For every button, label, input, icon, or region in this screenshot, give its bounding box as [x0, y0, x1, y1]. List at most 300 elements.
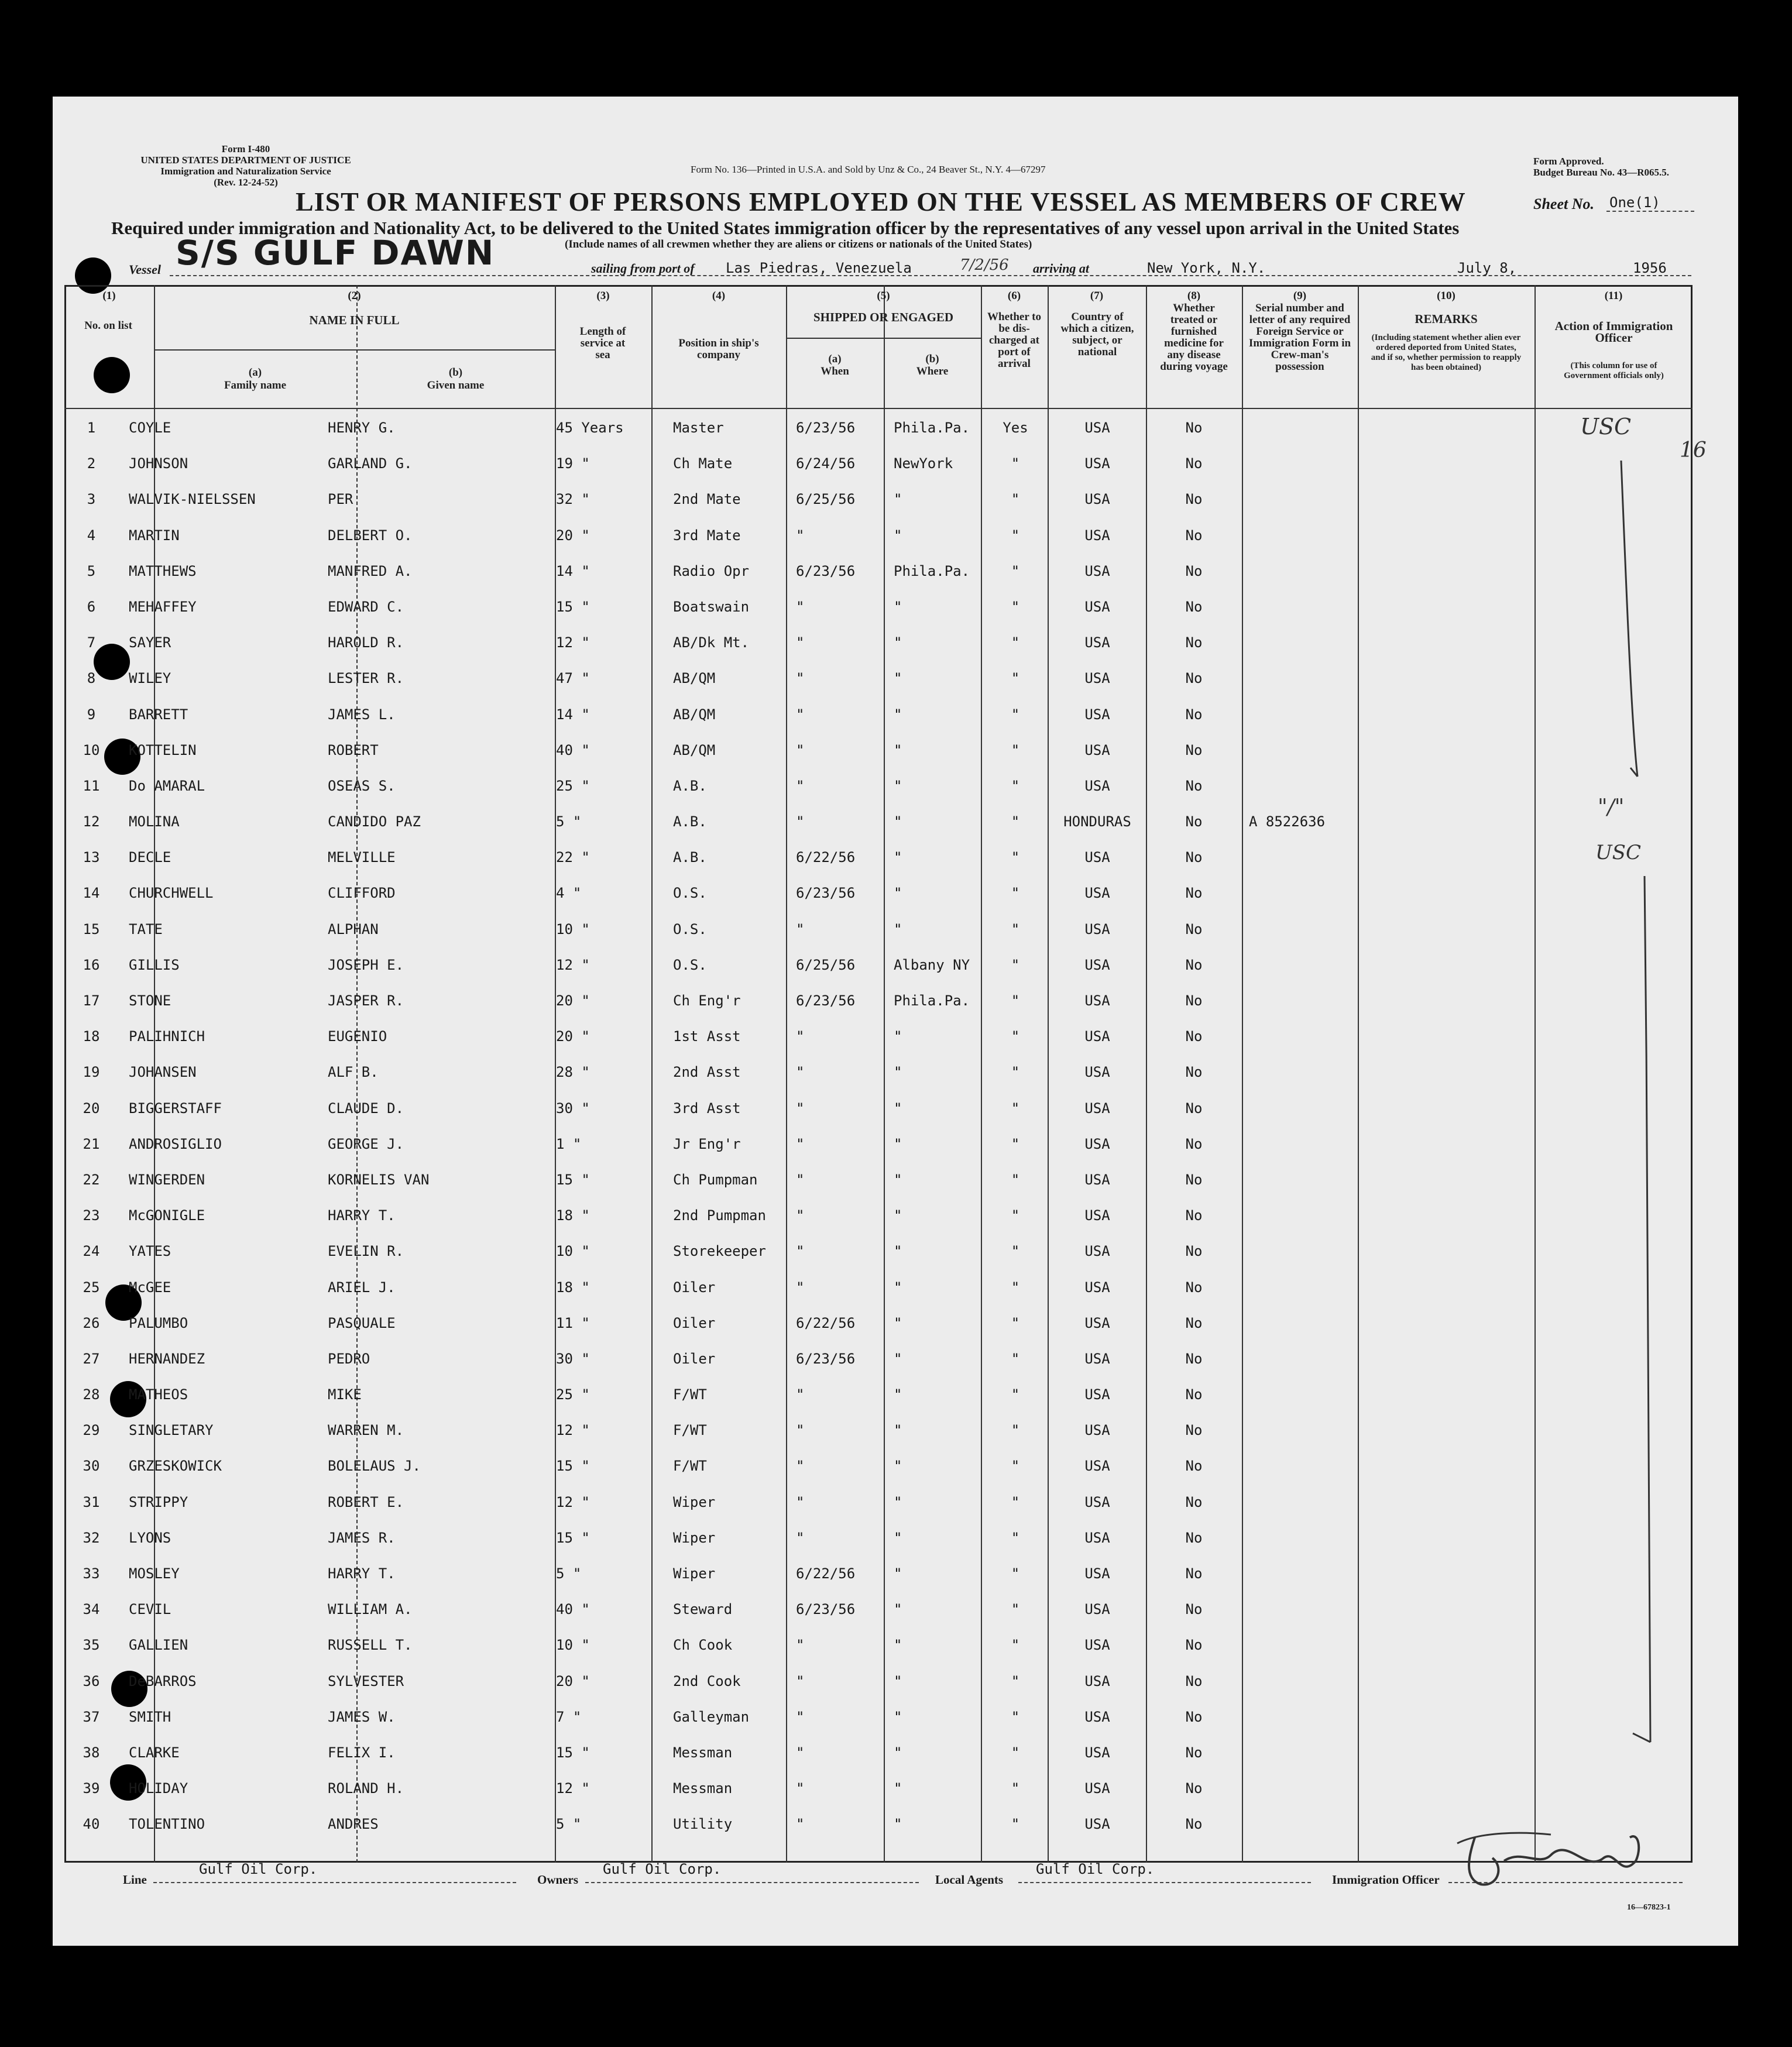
cell-medicine: No: [1185, 1780, 1203, 1797]
cell-given: ALPHAN: [328, 921, 379, 937]
cell-medicine: No: [1185, 1350, 1203, 1367]
header-given-letter: (b): [448, 366, 463, 379]
cell-when: 6/23/56: [796, 1350, 856, 1367]
cell-medicine: No: [1185, 455, 1203, 472]
arrival-year: 1956: [1633, 260, 1667, 276]
cell-where: ": [894, 1601, 902, 1618]
cell-no: 2: [87, 455, 96, 472]
cell-length: 25 ": [556, 777, 590, 794]
cell-medicine: No: [1185, 1493, 1203, 1510]
printer-note: Form No. 136—Printed in U.S.A. and Sold by Unz & Co., 24 Beaver St., N.Y. 4—67297: [691, 164, 1046, 175]
cell-length: 20 ": [556, 527, 590, 544]
cell-no: 26: [83, 1314, 100, 1331]
cell-given: ALF B.: [328, 1064, 379, 1081]
table-row: [64, 731, 1693, 767]
cell-position: Master: [673, 420, 724, 436]
cell-family: LYONS: [129, 1529, 171, 1546]
table-row: [64, 660, 1693, 695]
cell-position: 3rd Asst: [673, 1100, 741, 1117]
header-discharged: Whether to be dis-charged at port of arrival: [987, 311, 1041, 370]
cell-length: 15 ": [556, 1744, 590, 1761]
agents-value: Gulf Oil Corp.: [1036, 1861, 1155, 1877]
cell-where: ": [894, 1064, 902, 1081]
cell-no: 33: [83, 1565, 100, 1582]
col-num: (1): [102, 290, 116, 302]
cell-no: 17: [83, 992, 100, 1009]
cell-where: ": [894, 1780, 902, 1797]
cell-length: 47 ": [556, 670, 590, 687]
col-num: (4): [712, 290, 726, 302]
cell-family: CHURCHWELL: [129, 885, 214, 902]
cell-family: TOLENTINO: [129, 1816, 205, 1833]
form-code: 16—67823-1: [1627, 1903, 1671, 1912]
cell-no: 36: [83, 1672, 100, 1689]
cell-when: ": [796, 741, 805, 758]
cell-position: O.S.: [673, 885, 707, 902]
cell-medicine: No: [1185, 885, 1203, 902]
cell-given: LESTER R.: [328, 670, 404, 687]
sheet-label: Sheet No.: [1533, 195, 1594, 212]
cell-length: 10 ": [556, 1243, 590, 1260]
cell-medicine: No: [1185, 1028, 1203, 1045]
cell-when: ": [796, 527, 805, 544]
cell-family: MARTIN: [129, 527, 180, 544]
cell-country: USA: [1084, 849, 1110, 866]
cell-when: 6/23/56: [796, 420, 856, 436]
cell-given: HARRY T.: [328, 1565, 396, 1582]
cell-discharged: ": [1011, 670, 1020, 687]
cell-when: ": [796, 1207, 805, 1224]
table-row: [64, 588, 1693, 624]
cell-position: Steward: [673, 1601, 733, 1618]
cell-where: ": [894, 1672, 902, 1689]
cell-length: 12 ": [556, 956, 590, 973]
cell-no: 23: [83, 1207, 100, 1224]
arrival-date: July 8,: [1457, 260, 1517, 276]
cell-country: USA: [1084, 1171, 1110, 1188]
cell-given: SYLVESTER: [328, 1672, 404, 1689]
cell-no: 3: [87, 491, 96, 508]
cell-when: 6/23/56: [796, 1601, 856, 1618]
table-row: [64, 1376, 1693, 1411]
cell-family: DeBARROS: [129, 1672, 197, 1689]
line-value: Gulf Oil Corp.: [199, 1861, 318, 1877]
cell-length: 20 ": [556, 1672, 590, 1689]
cell-family: TATE: [129, 921, 163, 937]
cell-where: ": [894, 1207, 902, 1224]
cell-position: 3rd Mate: [673, 527, 741, 544]
cell-medicine: No: [1185, 1386, 1203, 1403]
cell-given: GEORGE J.: [328, 1135, 404, 1152]
cell-where: ": [894, 1493, 902, 1510]
arriving-label: arriving at: [1033, 261, 1089, 276]
cell-family: MATHEOS: [129, 1386, 188, 1403]
cell-when: ": [796, 1028, 805, 1045]
header-remarks: REMARKS: [1415, 312, 1478, 326]
cell-position: Radio Opr: [673, 562, 750, 579]
cell-length: 40 ": [556, 1601, 590, 1618]
table-row: [64, 1626, 1693, 1662]
cell-position: 2nd Cook: [673, 1672, 741, 1689]
cell-discharged: ": [1011, 527, 1020, 544]
col-num: (11): [1604, 290, 1623, 302]
cell-when: ": [796, 706, 805, 723]
cell-discharged: ": [1011, 1708, 1020, 1725]
cell-no: 28: [83, 1386, 100, 1403]
sailing-from: Las Piedras, Venezuela: [726, 260, 912, 276]
cell-family: CLARKE: [129, 1744, 180, 1761]
header-when-letter: (a): [828, 353, 842, 365]
cell-medicine: No: [1185, 1207, 1203, 1224]
cell-when: ": [796, 1422, 805, 1439]
cell-length: 11 ": [556, 1314, 590, 1331]
cell-no: 34: [83, 1601, 100, 1618]
cell-where: ": [894, 1028, 902, 1045]
cell-no: 31: [83, 1493, 100, 1510]
cell-country: USA: [1084, 885, 1110, 902]
cell-family: WALVIK-NIELSSEN: [129, 491, 256, 508]
cell-medicine: No: [1185, 1279, 1203, 1296]
cell-discharged: ": [1011, 1279, 1020, 1296]
cell-medicine: No: [1185, 491, 1203, 508]
table-row: [64, 1197, 1693, 1232]
cell-length: 22 ": [556, 849, 590, 866]
cell-no: 20: [83, 1100, 100, 1117]
header-serial: Serial number and letter of any required Foreign Service or Immigration Form in Crew-man's possession: [1248, 302, 1351, 373]
cell-discharged: ": [1011, 777, 1020, 794]
page-title: LIST OR MANIFEST OF PERSONS EMPLOYED ON THE VESSEL AS MEMBERS OF CREW: [296, 187, 1466, 217]
cell-position: Wiper: [673, 1565, 716, 1582]
cell-position: AB/Dk Mt.: [673, 634, 750, 651]
cell-country: USA: [1084, 706, 1110, 723]
cell-when: ": [796, 1243, 805, 1260]
cell-length: 5 ": [556, 1816, 582, 1833]
cell-discharged: ": [1011, 992, 1020, 1009]
crew-rows: [64, 409, 1693, 1842]
cell-family: PALUMBO: [129, 1314, 188, 1331]
table-row: [64, 1304, 1693, 1340]
table-row: [64, 839, 1693, 874]
cell-discharged: ": [1011, 1207, 1020, 1224]
cell-no: 29: [83, 1422, 100, 1439]
vessel-label: Vessel: [129, 262, 161, 277]
cell-family: HERNANDEZ: [129, 1350, 205, 1367]
cell-position: Oiler: [673, 1314, 716, 1331]
table-row: [64, 982, 1693, 1018]
cell-medicine: No: [1185, 1422, 1203, 1439]
cell-no: 12: [83, 813, 100, 830]
cell-length: 7 ": [556, 1708, 582, 1725]
cell-country: USA: [1084, 1028, 1110, 1045]
cell-family: SMITH: [129, 1708, 171, 1725]
table-row: [64, 1447, 1693, 1483]
cell-given: EDWARD C.: [328, 598, 404, 615]
cell-medicine: No: [1185, 956, 1203, 973]
cell-when: ": [796, 1744, 805, 1761]
cell-when: ": [796, 1279, 805, 1296]
cell-discharged: ": [1011, 562, 1020, 579]
cell-discharged: ": [1011, 1243, 1020, 1260]
cell-when: ": [796, 670, 805, 687]
cell-no: 8: [87, 670, 96, 687]
header-family-letter: (a): [248, 366, 262, 379]
header-when: When: [821, 365, 849, 377]
cell-discharged: ": [1011, 491, 1020, 508]
header-action-note: (This column for use of Government officials only): [1564, 361, 1664, 380]
cell-length: 12 ": [556, 1780, 590, 1797]
cell-when: ": [796, 1458, 805, 1475]
table-row: [64, 803, 1693, 839]
cell-length: 10 ": [556, 1637, 590, 1654]
cell-length: 12 ": [556, 1422, 590, 1439]
cell-medicine: No: [1185, 1529, 1203, 1546]
cell-no: 16: [83, 956, 100, 973]
table-row: [64, 1161, 1693, 1197]
cell-medicine: No: [1185, 1637, 1203, 1654]
cell-medicine: No: [1185, 706, 1203, 723]
cell-given: ANDRES: [328, 1816, 379, 1833]
cell-no: 13: [83, 849, 100, 866]
cell-no: 21: [83, 1135, 100, 1152]
cell-length: 19 ": [556, 455, 590, 472]
cell-given: DELBERT O.: [328, 527, 413, 544]
cell-given: ROBERT: [328, 741, 379, 758]
cell-country: USA: [1084, 956, 1110, 973]
cell-length: 1 ": [556, 1135, 582, 1152]
cell-given: CLIFFORD: [328, 885, 396, 902]
cell-when: ": [796, 1064, 805, 1081]
cell-position: Galleyman: [673, 1708, 750, 1725]
cell-given: CANDIDO PAZ: [328, 813, 421, 830]
cell-country: USA: [1084, 1279, 1110, 1296]
cell-discharged: ": [1011, 634, 1020, 651]
cell-length: 28 ": [556, 1064, 590, 1081]
cell-when: 6/23/56: [796, 562, 856, 579]
cell-length: 45 Years: [556, 420, 624, 436]
table-row: [64, 1232, 1693, 1268]
col-num: (8): [1187, 290, 1201, 302]
table-row: [64, 1770, 1693, 1805]
cell-no: 5: [87, 562, 96, 579]
cell-length: 5 ": [556, 1565, 582, 1582]
cell-position: F/WT: [673, 1422, 707, 1439]
cell-country: USA: [1084, 1243, 1110, 1260]
cell-no: 1: [87, 420, 96, 436]
cell-country: USA: [1084, 634, 1110, 651]
cell-where: Phila.Pa.: [894, 562, 970, 579]
cell-where: ": [894, 1637, 902, 1654]
cell-when: 6/23/56: [796, 992, 856, 1009]
cell-position: Oiler: [673, 1279, 716, 1296]
cell-family: McGEE: [129, 1279, 171, 1296]
cell-medicine: No: [1185, 777, 1203, 794]
cell-no: 38: [83, 1744, 100, 1761]
cell-where: ": [894, 1708, 902, 1725]
cell-family: WILEY: [129, 670, 171, 687]
cell-given: HAROLD R.: [328, 634, 404, 651]
cell-position: 2nd Asst: [673, 1064, 741, 1081]
cell-length: 20 ": [556, 1028, 590, 1045]
table-row: [64, 1555, 1693, 1591]
cell-no: 40: [83, 1816, 100, 1833]
cell-given: ROBERT E.: [328, 1493, 404, 1510]
cell-no: 32: [83, 1529, 100, 1546]
cell-when: ": [796, 1171, 805, 1188]
cell-where: ": [894, 634, 902, 651]
cell-discharged: ": [1011, 921, 1020, 937]
cell-where: ": [894, 1100, 902, 1117]
cell-when: ": [796, 1135, 805, 1152]
cell-position: 2nd Pumpman: [673, 1207, 766, 1224]
owners-value: Gulf Oil Corp.: [603, 1861, 722, 1877]
cell-no: 22: [83, 1171, 100, 1188]
cell-family: PALIHNICH: [129, 1028, 205, 1045]
cell-no: 27: [83, 1350, 100, 1367]
col-num: (5): [877, 290, 890, 302]
header-shipped: SHIPPED OR ENGAGED: [813, 310, 954, 324]
cell-country: USA: [1084, 1493, 1110, 1510]
cell-given: WARREN M.: [328, 1422, 404, 1439]
cell-position: Storekeeper: [673, 1243, 766, 1260]
cell-position: Ch Cook: [673, 1637, 733, 1654]
cell-position: F/WT: [673, 1458, 707, 1475]
cell-where: ": [894, 813, 902, 830]
cell-country: USA: [1084, 1708, 1110, 1725]
cell-family: KOTTELIN: [129, 741, 197, 758]
table-row: [64, 1411, 1693, 1447]
cell-family: MOLINA: [129, 813, 180, 830]
cell-given: MELVILLE: [328, 849, 396, 866]
cell-family: GALLIEN: [129, 1637, 188, 1654]
usc-ink: USC: [1580, 414, 1632, 439]
cell-discharged: ": [1011, 1816, 1020, 1833]
cell-position: Utility: [673, 1816, 733, 1833]
cell-where: ": [894, 1171, 902, 1188]
cell-discharged: ": [1011, 1100, 1020, 1117]
cell-medicine: No: [1185, 420, 1203, 436]
cell-where: ": [894, 527, 902, 544]
cell-no: 25: [83, 1279, 100, 1296]
cell-no: 4: [87, 527, 96, 544]
cell-medicine: No: [1185, 921, 1203, 937]
cell-no: 19: [83, 1064, 100, 1081]
cell-family: GILLIS: [129, 956, 180, 973]
cell-position: Wiper: [673, 1493, 716, 1510]
cell-medicine: No: [1185, 849, 1203, 866]
page-count-ink: 16: [1680, 438, 1707, 462]
cell-position: A.B.: [673, 813, 707, 830]
cell-where: ": [894, 1422, 902, 1439]
cell-discharged: ": [1011, 1314, 1020, 1331]
table-row: [64, 1340, 1693, 1376]
cell-country: USA: [1084, 1386, 1110, 1403]
cell-given: PER: [328, 491, 353, 508]
cell-when: ": [796, 1780, 805, 1797]
crew-table: [64, 285, 1707, 1863]
cell-when: ": [796, 598, 805, 615]
cell-no: 14: [83, 885, 100, 902]
cell-when: 6/22/56: [796, 1565, 856, 1582]
cell-no: 7: [87, 634, 96, 651]
cell-position: Oiler: [673, 1350, 716, 1367]
cell-medicine: No: [1185, 598, 1203, 615]
cell-medicine: No: [1185, 992, 1203, 1009]
header-medicine: Whether treated or furnished medicine for any disease during voyage: [1160, 302, 1228, 373]
cell-country: USA: [1084, 1458, 1110, 1475]
cell-country: USA: [1084, 1135, 1110, 1152]
cell-country: USA: [1084, 1100, 1110, 1117]
cell-medicine: No: [1185, 1458, 1203, 1475]
cell-position: Ch Pumpman: [673, 1171, 758, 1188]
cell-position: Ch Mate: [673, 455, 733, 472]
cell-given: EVELIN R.: [328, 1243, 404, 1260]
cell-country: USA: [1084, 921, 1110, 937]
table-row: [64, 1053, 1693, 1089]
cell-where: ": [894, 741, 902, 758]
cell-discharged: ": [1011, 1529, 1020, 1546]
cell-given: MANFRED A.: [328, 562, 413, 579]
cell-medicine: No: [1185, 1565, 1203, 1582]
cell-country: USA: [1084, 992, 1110, 1009]
header-family: Family name: [224, 379, 287, 391]
cell-given: PASQUALE: [328, 1314, 396, 1331]
cell-country: USA: [1084, 1672, 1110, 1689]
cell-position: Ch Eng'r: [673, 992, 741, 1009]
cell-given: GARLAND G.: [328, 455, 413, 472]
include-note: (Include names of all crewmen whether they are aliens or citizens or nationals of the United States): [565, 238, 1032, 250]
line-label: Line: [123, 1873, 147, 1887]
cell-no: 37: [83, 1708, 100, 1725]
cell-when: 6/23/56: [796, 885, 856, 902]
cell-discharged: ": [1011, 1565, 1020, 1582]
cell-family: BARRETT: [129, 706, 188, 723]
cell-when: 6/22/56: [796, 1314, 856, 1331]
cell-family: YATES: [129, 1243, 171, 1260]
cell-when: ": [796, 1386, 805, 1403]
cell-position: A.B.: [673, 849, 707, 866]
cell-when: 6/24/56: [796, 455, 856, 472]
cell-given: PEDRO: [328, 1350, 370, 1367]
cell-length: 30 ": [556, 1100, 590, 1117]
cell-discharged: Yes: [1003, 420, 1028, 436]
sheet-value: One(1): [1609, 194, 1660, 211]
table-row: [64, 1018, 1693, 1053]
cell-given: EUGENIO: [328, 1028, 387, 1045]
cell-discharged: ": [1011, 1171, 1020, 1188]
cell-family: McGONIGLE: [129, 1207, 205, 1224]
table-row: [64, 874, 1693, 910]
header-name: NAME IN FULL: [309, 313, 400, 327]
cell-discharged: ": [1011, 598, 1020, 615]
cell-country: USA: [1084, 1207, 1110, 1224]
cell-given: BOLELAUS J.: [328, 1458, 421, 1475]
cell-medicine: No: [1185, 1672, 1203, 1689]
table-row: [64, 409, 1693, 445]
cell-discharged: ": [1011, 741, 1020, 758]
cell-family: SINGLETARY: [129, 1422, 214, 1439]
cell-when: ": [796, 1529, 805, 1546]
cell-country: USA: [1084, 598, 1110, 615]
cell-discharged: ": [1011, 1350, 1020, 1367]
cell-discharged: ": [1011, 1493, 1020, 1510]
cell-where: ": [894, 1458, 902, 1475]
table-row: [64, 1519, 1693, 1555]
header-no: No. on list: [84, 320, 132, 332]
header-where: Where: [916, 365, 949, 377]
table-row: [64, 517, 1693, 552]
cell-medicine: No: [1185, 670, 1203, 687]
usc-ink: USC: [1595, 841, 1641, 864]
